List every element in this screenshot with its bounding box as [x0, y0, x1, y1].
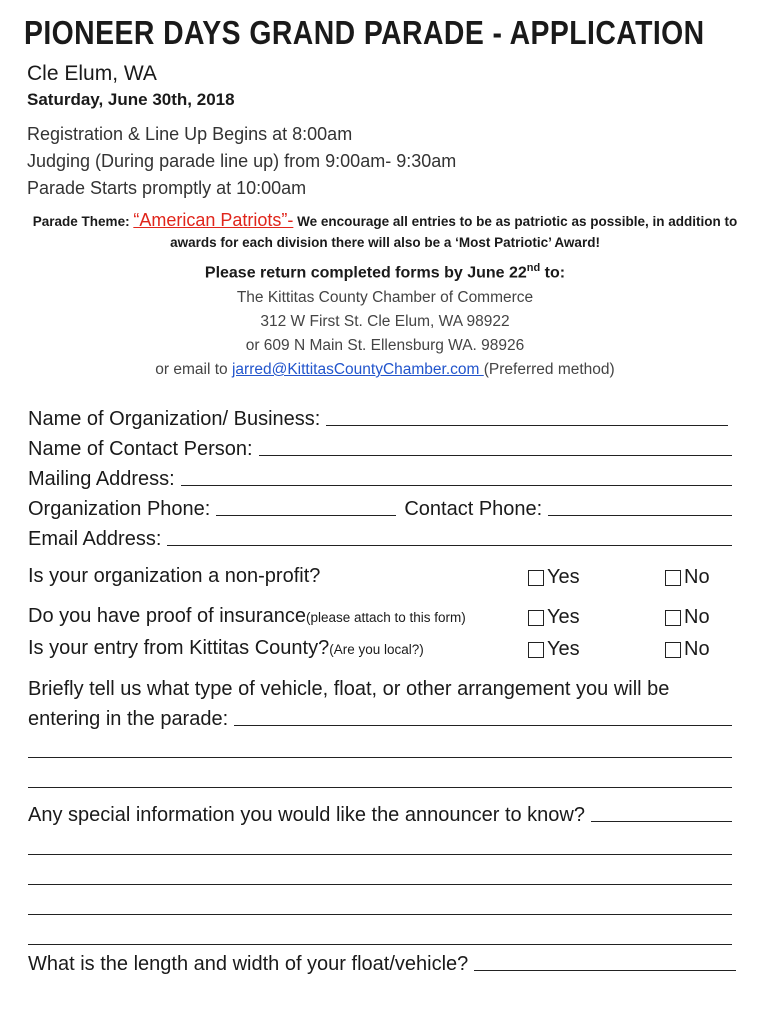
vehicle-question-line2: [28, 708, 732, 731]
local-yes-checkbox[interactable]: [528, 638, 580, 661]
email-link[interactable]: jarred@KittitasCountyChamber.com: [231, 361, 484, 378]
yes-label: Yes: [547, 606, 580, 628]
theme-name: “American Patriots”-: [133, 210, 294, 230]
no-label: No: [684, 638, 710, 660]
length-field[interactable]: [474, 956, 736, 971]
no-label: No: [684, 606, 710, 628]
checkbox-icon: [528, 610, 544, 626]
local-no-checkbox[interactable]: [665, 638, 710, 661]
insurance-yes-checkbox[interactable]: [528, 606, 580, 629]
return-heading-post: to:: [540, 264, 566, 282]
insurance-no-checkbox[interactable]: [665, 606, 710, 629]
checkbox-icon: [528, 642, 544, 658]
contact-person-label: Name of Contact Person:: [28, 438, 253, 460]
yes-label: Yes: [547, 638, 580, 660]
announcer-field[interactable]: [591, 807, 732, 822]
announcer-blank-line[interactable]: [28, 914, 732, 915]
form-title: PIONEER DAYS GRAND PARADE - APPLICATION: [24, 14, 705, 51]
vehicle-field[interactable]: [234, 711, 732, 726]
vehicle-label-2: entering in the parade:: [28, 708, 229, 730]
local-note: (Are you local?): [329, 642, 424, 657]
nonprofit-no-checkbox[interactable]: [665, 566, 710, 589]
nonprofit-yes-checkbox[interactable]: [528, 566, 580, 589]
length-label: What is the length and width of your float/vehicle?: [28, 953, 469, 975]
local-question: [28, 637, 732, 660]
insurance-label: Do you have proof of insurance: [28, 605, 306, 627]
announcer-question: [28, 804, 732, 827]
address-cle-elum: 312 W First St. Cle Elum, WA 98922: [260, 313, 510, 330]
contact-phone-label: Contact Phone:: [404, 498, 543, 520]
mailing-address-label: Mailing Address:: [28, 468, 175, 490]
vehicle-question-line1: [28, 678, 732, 701]
contact-phone-field[interactable]: [548, 501, 732, 516]
email-prefix: or email to: [155, 361, 232, 378]
org-name-field[interactable]: [326, 411, 728, 426]
org-name-row: [28, 408, 728, 431]
mailing-address-row: [28, 468, 732, 491]
local-label: Is your entry from Kittitas County?: [28, 637, 330, 659]
announcer-blank-line[interactable]: [28, 884, 732, 885]
contact-person-row: [28, 438, 732, 461]
email-row: [28, 528, 732, 551]
theme-text: We encourage all entries to be as patriotic as possible, in addition to awards for each division there will also be a ‘Most Patriotic’ Award!: [170, 214, 738, 250]
email-line: [0, 361, 770, 379]
return-heading-text: Please return completed forms by June 22: [204, 264, 527, 282]
insurance-question: [28, 605, 732, 628]
email-label: Email Address:: [28, 528, 162, 550]
announcer-blank-line[interactable]: [28, 944, 732, 945]
return-heading-sup: nd: [526, 262, 541, 274]
nonprofit-question: [28, 565, 732, 588]
return-heading: [0, 262, 770, 282]
vehicle-label-1: Briefly tell us what type of vehicle, float, or other arrangement you will be: [28, 678, 670, 700]
schedule-start: Parade Starts promptly at 10:00am: [27, 178, 307, 198]
event-date: Saturday, June 30th, 2018: [27, 90, 235, 109]
address-ellensburg: or 609 N Main St. Ellensburg WA. 98926: [245, 337, 525, 354]
yes-label: Yes: [547, 566, 580, 588]
email-suffix: (Preferred method): [483, 361, 615, 378]
schedule-registration: Registration & Line Up Begins at 8:00am: [27, 124, 353, 144]
parade-theme: [20, 210, 750, 253]
length-question: [28, 953, 736, 976]
no-label: No: [684, 566, 710, 588]
vehicle-blank-line[interactable]: [28, 787, 732, 788]
org-name-label: Name of Organization/ Business:: [28, 408, 321, 430]
contact-person-field[interactable]: [259, 441, 732, 456]
announcer-blank-line[interactable]: [28, 854, 732, 855]
nonprofit-label: Is your organization a non-profit?: [28, 565, 321, 587]
announcer-label: Any special information you would like the announcer to know?: [28, 804, 585, 826]
org-phone-label: Organization Phone:: [28, 498, 211, 520]
schedule-judging: Judging (During parade line up) from 9:00am- 9:30am: [27, 151, 457, 171]
theme-prefix: Parade Theme:: [32, 214, 134, 229]
phone-row: [28, 498, 732, 521]
insurance-note: (please attach to this form): [305, 610, 466, 625]
checkbox-icon: [665, 642, 681, 658]
checkbox-icon: [665, 610, 681, 626]
city-text: Cle Elum, WA: [27, 62, 157, 85]
chamber-name: The Kittitas County Chamber of Commerce: [236, 289, 534, 306]
email-field[interactable]: [167, 531, 732, 546]
vehicle-blank-line[interactable]: [28, 757, 732, 758]
org-phone-field[interactable]: [216, 501, 396, 516]
checkbox-icon: [528, 570, 544, 586]
checkbox-icon: [665, 570, 681, 586]
mailing-address-field[interactable]: [181, 471, 732, 486]
